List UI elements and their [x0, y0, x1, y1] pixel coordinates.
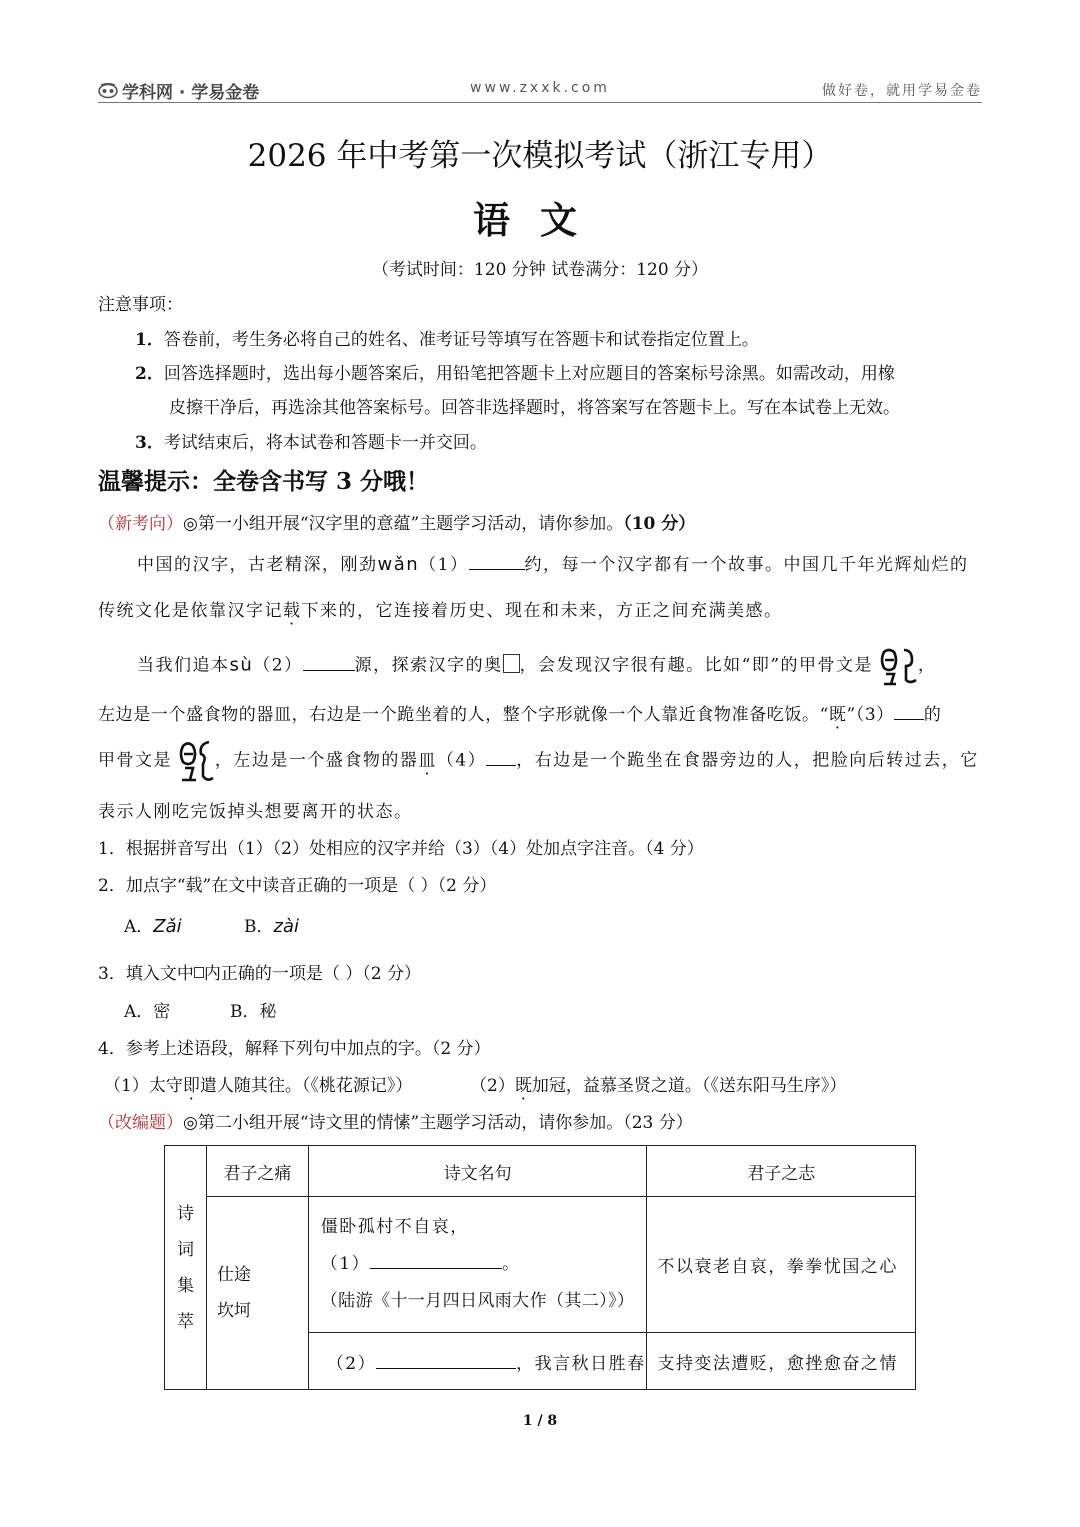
- notice-num: 1: [135, 330, 147, 350]
- question-2-option-b[interactable]: B．zài: [244, 916, 299, 937]
- table-cell-aim-1: 不以衰老自哀，拳拳忧国之心: [647, 1197, 916, 1333]
- dotted-char: 皿: [418, 750, 437, 771]
- table-side-label: 诗 词 集 萃: [165, 1146, 207, 1390]
- logo-text: 学科网 · 学易金卷: [122, 83, 260, 103]
- table-header: 君子之志: [647, 1146, 916, 1197]
- table-header: 诗文名句: [308, 1146, 647, 1197]
- pinyin-su: sù: [229, 654, 254, 676]
- blank-poem-1[interactable]: [370, 1254, 502, 1269]
- dotted-char: 即: [182, 1076, 200, 1096]
- dotted-char: 既: [514, 1076, 532, 1096]
- small-box: [194, 967, 204, 978]
- blank-1[interactable]: [469, 555, 525, 570]
- table-cell-poem-2: （2） ，我言秋日胜春: [308, 1333, 647, 1390]
- passage-line-3: 当我们追本sù（2） 源，探索汉字的奥 ，会发现汉字很有趣。比如“即”的甲骨文是 ，: [137, 646, 936, 686]
- question-4: 4．参考上述语段，解释下列句中加点的字。（2 分）: [98, 1039, 491, 1059]
- section2-heading: [98, 1108, 693, 1133]
- oracle-jii-icon: [179, 738, 215, 784]
- notice-text: 考试结束后，将本试卷和答题卡一并交回。: [163, 433, 487, 453]
- section-tag: （新考向）: [98, 514, 183, 534]
- blank-2[interactable]: [303, 656, 355, 671]
- fill-box[interactable]: [503, 654, 520, 673]
- table-row-label: 仕途 坎坷: [206, 1197, 308, 1390]
- passage-line-2: 传统文化是依靠汉字记载下来的，它连接着历史、现在和未来，方正之间充满美感。: [98, 601, 783, 621]
- page-number: 1 / 8: [522, 1413, 558, 1429]
- table-cell-aim-2: 支持变法遭贬，愈挫愈奋之情: [647, 1333, 916, 1390]
- question-3: 3．填入文中 内正确的一项是（ ）（2 分）: [98, 964, 421, 984]
- section-intro: ◎第二小组开展“诗文里的情愫”主题学习活动，请你参加。（23 分）: [183, 1113, 693, 1133]
- notice-label: 注意事项：: [98, 295, 183, 315]
- header-slogan: 做好卷，就用学易金卷: [822, 83, 982, 99]
- notice-num: 3: [135, 433, 147, 453]
- page-header: [98, 78, 982, 103]
- question-1: 1．根据拼音写出（1）（2）处相应的汉字并给（3）（4）处加点字注音。（4 分）: [98, 839, 704, 859]
- section-score: （10 分）: [623, 514, 696, 534]
- exam-info: （考试时间：120 分钟 试卷满分：120 分）: [371, 260, 709, 280]
- pinyin-wan: wǎn: [377, 554, 420, 575]
- notice-text: 回答选择题时，选出每小题答案后，用铅笔把答题卡上对应题目的答案标号涂黑。如需改动，用橡: [163, 364, 895, 384]
- question-3-option-a[interactable]: A．密: [124, 1002, 171, 1022]
- question-2-option-a[interactable]: A．Zǎi: [124, 916, 182, 937]
- notice-item-1: 1．答卷前，考生务必将自己的姓名、准考证号等填写在答题卡和试卷指定位置上。: [135, 330, 759, 350]
- table-cell-poem-1: 僵卧孤村不自哀， （1） 。 （陆游《十一月四日风雨大作（其二）》）: [308, 1197, 647, 1333]
- notice-num: 2: [135, 364, 147, 384]
- section-intro: ◎第一小组开展“汉字里的意蕴”主题学习活动，请你参加。: [183, 514, 624, 534]
- question-4-sentence-1: （1）太守即遣人随其往。（《桃花源记》）: [104, 1076, 413, 1096]
- table-header: 君子之痛: [206, 1146, 308, 1197]
- exam-title: 2026 年中考第一次模拟考试（浙江专用）: [247, 138, 833, 174]
- notice-item-2: 2．回答选择题时，选出每小题答案后，用铅笔把答题卡上对应题目的答案标号涂黑。如需改动，用橡: [135, 364, 895, 384]
- blank-3[interactable]: [894, 705, 924, 720]
- tip-heading: 温馨提示：全卷含书写 3 分哦！: [98, 468, 430, 495]
- blank-4[interactable]: [486, 751, 516, 766]
- question-2: 2．加点字“载”在文中读音正确的一项是（ ）（2 分）: [98, 876, 497, 896]
- poetry-table: [164, 1145, 916, 1390]
- oracle-ji-icon: [880, 646, 918, 686]
- passage-line-1: 中国的汉字，古老精深，刚劲wǎn（1） 约，每一个汉字都有一个故事。中国几千年光辉灿烂的: [137, 554, 969, 575]
- notice-item-2-cont: 皮擦干净后，再选涂其他答案标号。回答非选择题时，将答案写在答题卡上。写在本试卷上无效。: [169, 398, 900, 418]
- dotted-char: 既: [828, 705, 847, 725]
- question-3-option-b[interactable]: B．秘: [230, 1002, 277, 1022]
- notice-text: 答卷前，考生务必将自己的姓名、准考证号等填写在答题卡和试卷指定位置上。: [163, 330, 759, 350]
- question-4-sentence-2: （2）既加冠，益慕圣贤之道。（《送东阳马生序》）: [470, 1076, 847, 1096]
- section1-heading: [98, 509, 695, 534]
- dotted-char: 载: [283, 601, 302, 621]
- section-tag: （改编题）: [98, 1113, 183, 1133]
- passage-line-5: 甲骨文是 ，左边是一个盛食物的器皿（4） ，右边是一个跪坐在食器旁边的人，把脸向后转过去，它: [98, 738, 979, 784]
- passage-line-6: 表示人刚吃完饭掉头想要离开的状态。: [98, 802, 413, 822]
- notice-item-3: 3．考试结束后，将本试卷和答题卡一并交回。: [135, 433, 487, 453]
- passage-line-4: 左边是一个盛食物的器皿，右边是一个跪坐着的人，整个字形就像一个人靠近食物准备吃饭。“既”（3） 的: [98, 705, 942, 725]
- blank-poem-2[interactable]: [376, 1354, 516, 1369]
- site-url[interactable]: www.zxxk.com: [470, 80, 610, 96]
- exam-subject: 语文: [473, 198, 607, 242]
